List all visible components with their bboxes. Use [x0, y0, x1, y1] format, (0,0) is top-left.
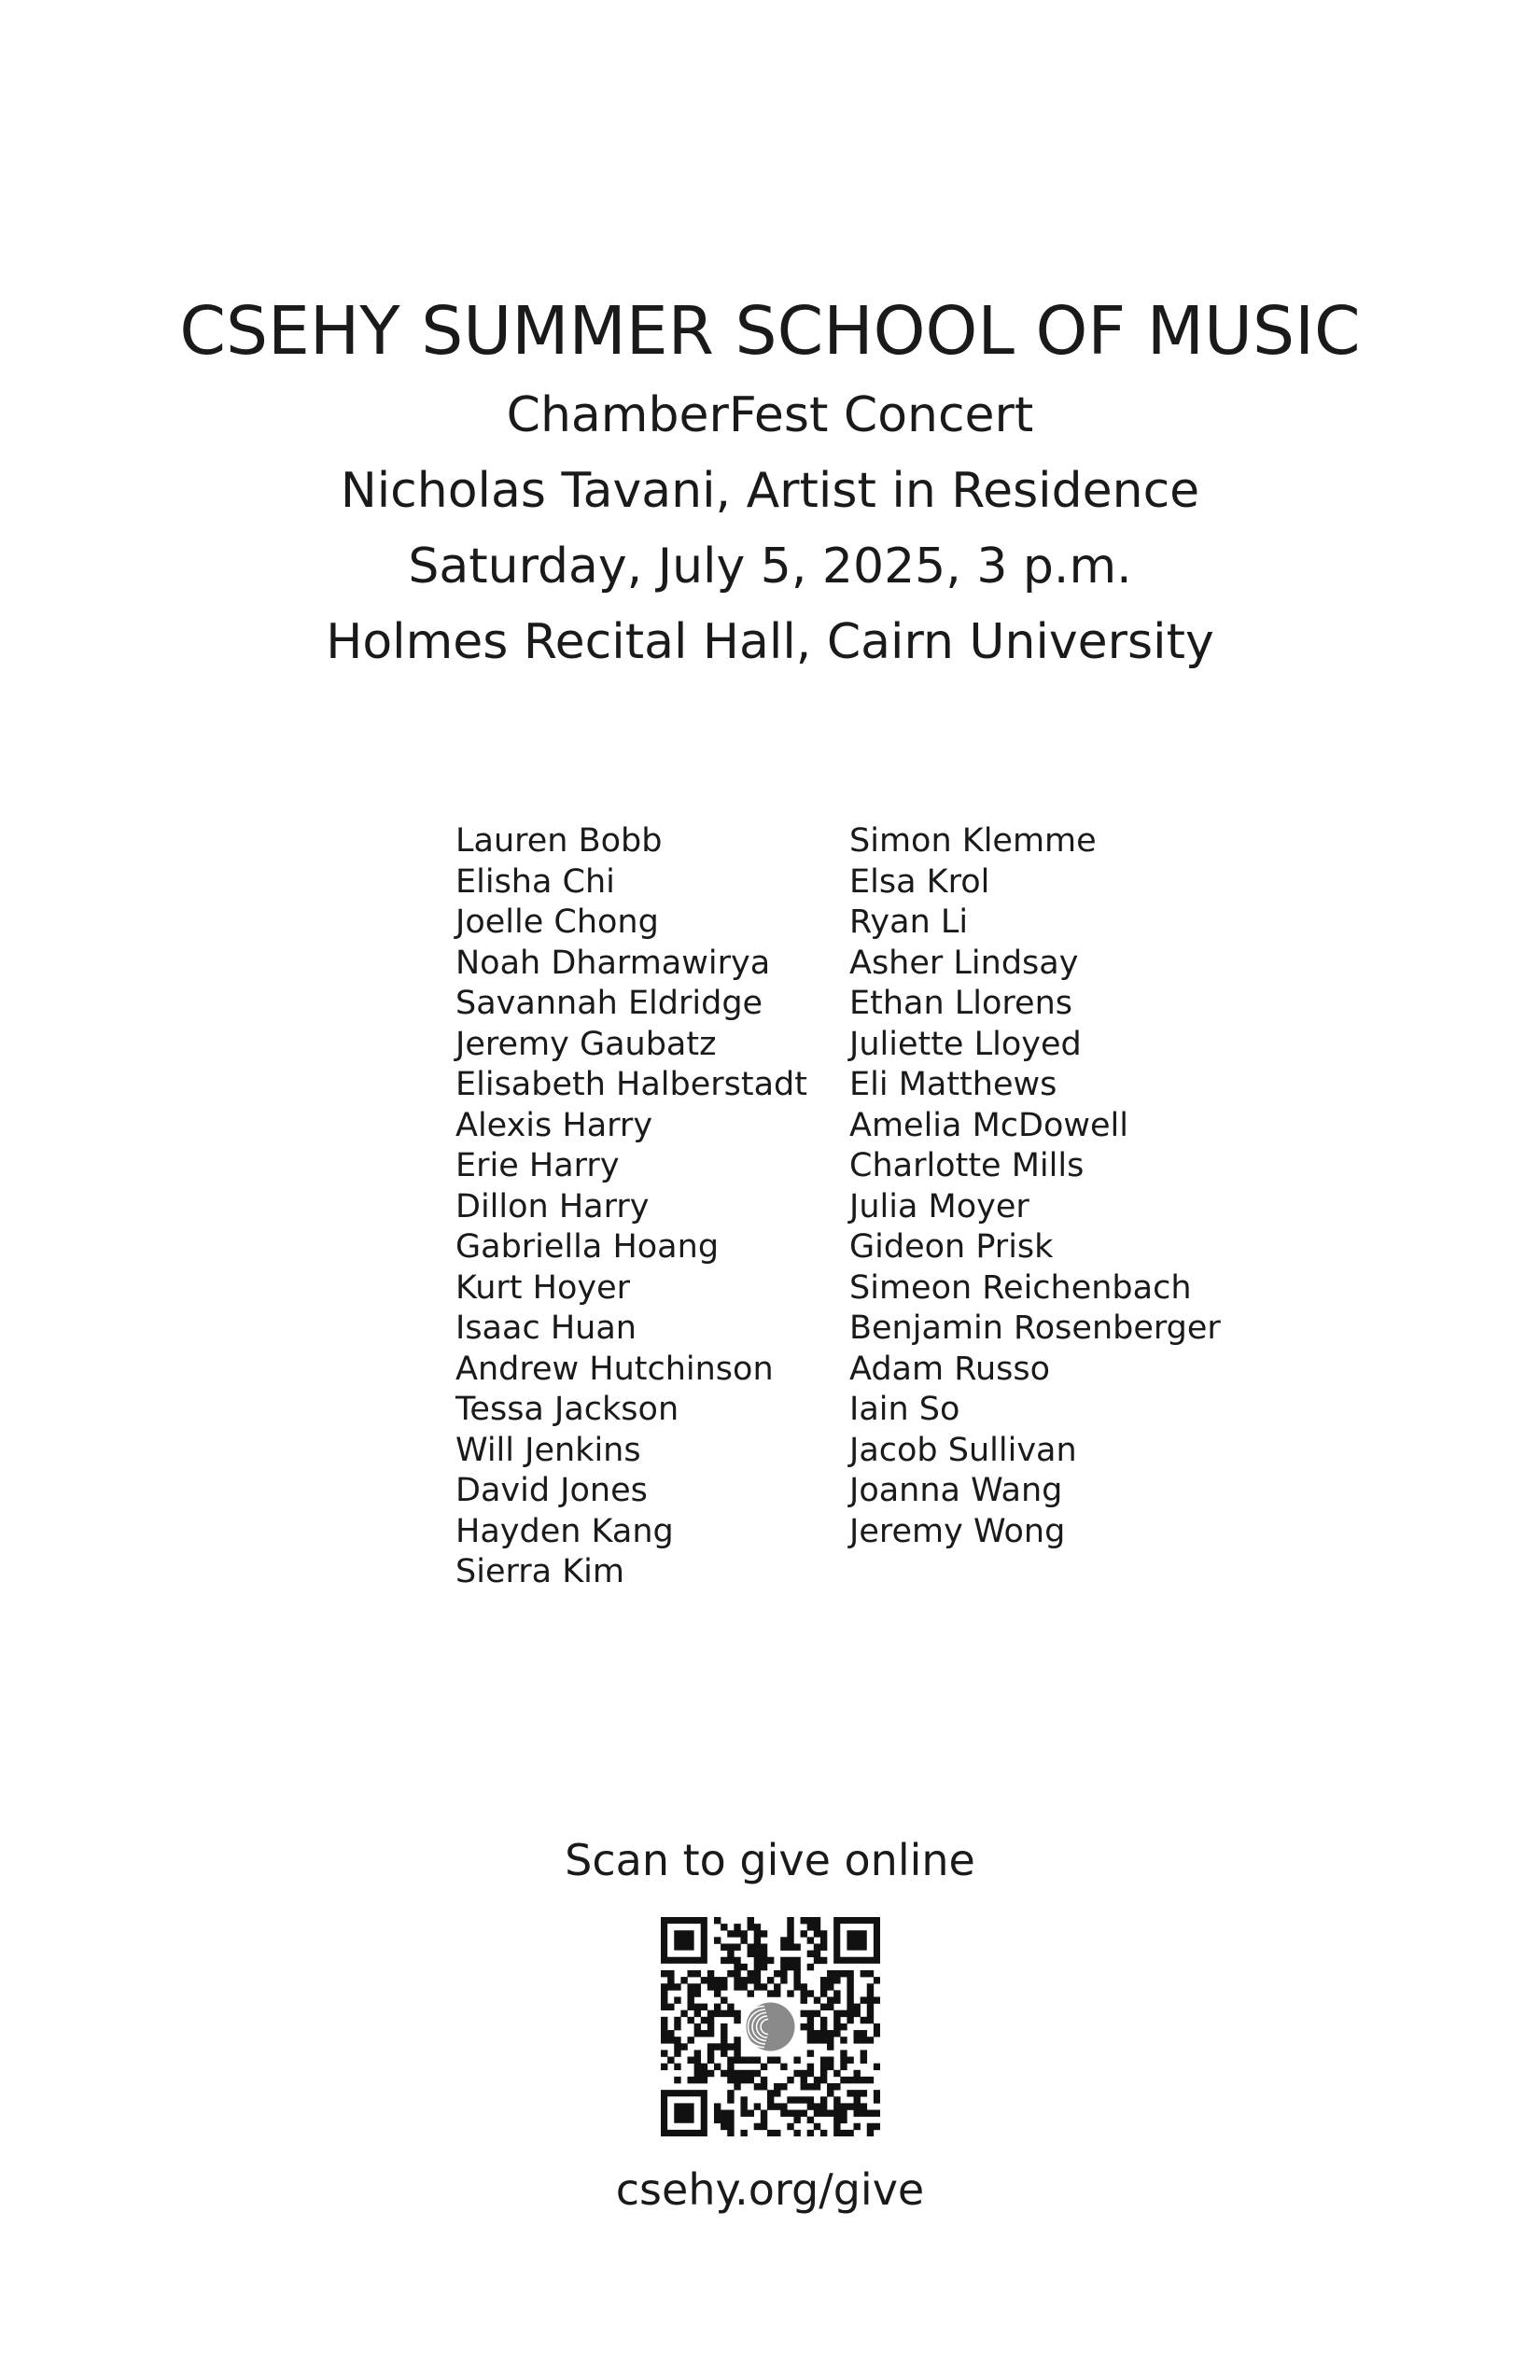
give-label: Scan to give online	[565, 1835, 975, 1885]
performer-name: Julia Moyer	[849, 1187, 1029, 1225]
performer-name: Will Jenkins	[455, 1431, 641, 1469]
qr-code-graphic	[661, 1917, 880, 2136]
performer-name: Jeremy Gaubatz	[455, 1025, 717, 1063]
performer-name: Asher Lindsay	[849, 944, 1079, 982]
performer-name: Joanna Wang	[849, 1472, 1063, 1509]
school-title: CSEHY SUMMER SCHOOL OF MUSIC	[179, 292, 1361, 370]
performer-name: Eli Matthews	[849, 1066, 1057, 1103]
artist-in-residence: Nicholas Tavani, Artist in Residence	[340, 463, 1200, 519]
performer-name: Charlotte Mills	[849, 1147, 1085, 1184]
concert-date: Saturday, July 5, 2025, 3 p.m.	[408, 539, 1132, 595]
performer-name: Savannah Eldridge	[455, 985, 763, 1022]
event-title: ChamberFest Concert	[506, 387, 1034, 443]
performer-name: Elisabeth Halberstadt	[455, 1066, 808, 1103]
performer-name: Elisha Chi	[455, 862, 615, 901]
performer-name: Elsa Krol	[849, 862, 990, 901]
performer-name: Iain So	[849, 1391, 960, 1428]
give-section	[0, 1827, 1540, 2222]
performer-name: Kurt Hoyer	[455, 1268, 630, 1307]
performer-name: David Jones	[455, 1472, 648, 1509]
performer-name: Noah Dharmawirya	[455, 944, 771, 982]
performer-name: Juliette Lloyed	[849, 1025, 1082, 1063]
concert-header	[0, 285, 1540, 680]
concert-venue: Holmes Recital Hall, Cairn University	[326, 614, 1214, 670]
qr-code-icon[interactable]	[661, 1917, 880, 2136]
performer-name: Dillon Harry	[455, 1187, 650, 1225]
give-url-link[interactable]: csehy.org/give	[615, 2164, 925, 2215]
performer-name: Gideon Prisk	[849, 1228, 1054, 1266]
performer-name: Ethan Llorens	[849, 985, 1072, 1022]
roster-column-right	[849, 821, 1221, 1552]
performer-name: Amelia McDowell	[849, 1106, 1129, 1144]
performer-name: Benjamin Rosenberger	[849, 1309, 1221, 1347]
performer-name: Sierra Kim	[455, 1553, 624, 1590]
performer-name: Hayden Kang	[455, 1512, 674, 1550]
performer-name: Andrew Hutchinson	[455, 1350, 774, 1388]
performer-name: Simeon Reichenbach	[849, 1268, 1192, 1307]
performer-name: Isaac Huan	[455, 1309, 637, 1347]
performer-name: Simon Klemme	[849, 822, 1097, 860]
performer-name: Jeremy Wong	[849, 1512, 1066, 1550]
roster-column-left	[455, 821, 807, 1593]
performer-name: Lauren Bobb	[455, 822, 663, 860]
performer-name: Ryan Li	[849, 903, 969, 941]
performer-name: Tessa Jackson	[455, 1391, 679, 1428]
performer-name: Erie Harry	[455, 1147, 620, 1184]
performer-name: Joelle Chong	[455, 903, 659, 941]
performer-name: Adam Russo	[849, 1350, 1051, 1388]
performer-name: Jacob Sullivan	[849, 1431, 1077, 1469]
performer-name: Gabriella Hoang	[455, 1228, 720, 1266]
performer-name: Alexis Harry	[455, 1106, 653, 1144]
